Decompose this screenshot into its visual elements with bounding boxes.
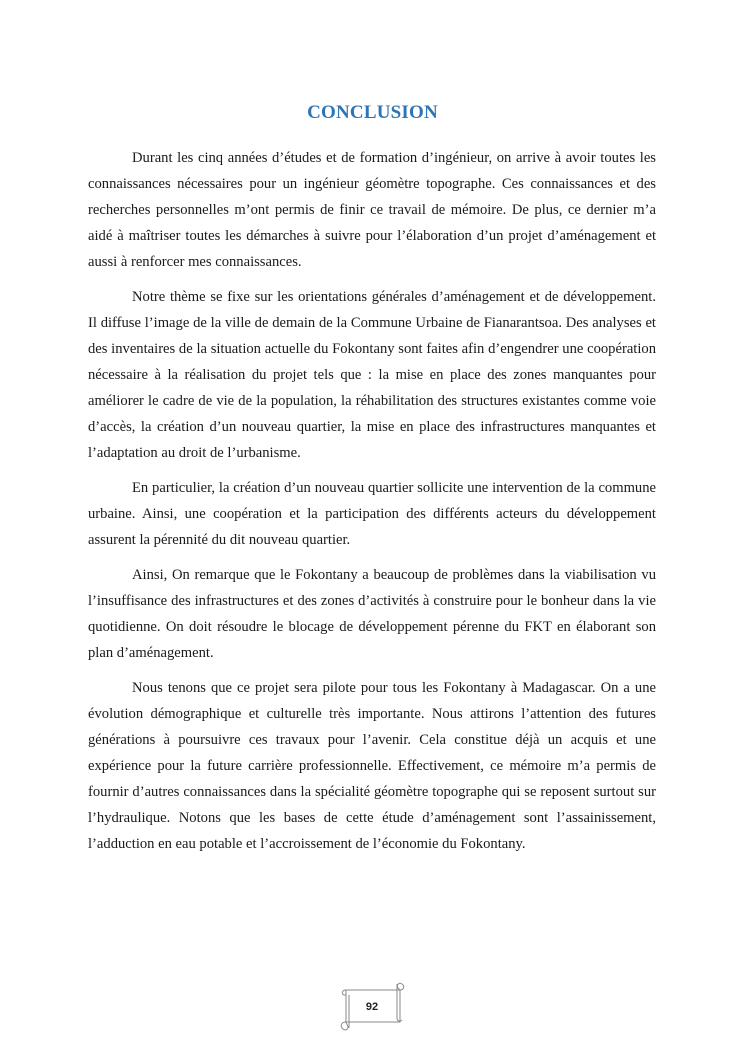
paragraph: En particulier, la création d’un nouveau quartier sollicite une intervention de la commune urbaine. Ainsi, une coopération et la participation des différents acteurs du développement assurent la pérennité du dit nouveau quartier. bbox=[88, 480, 656, 548]
paragraph: Notre thème se fixe sur les orientations générales d’aménagement et de développement. Il diffuse l’image de la ville de demain de la Commune Urbaine de Fianarantsoa. Des analyses et des inventaires de la situation actuelle du Fokontany sont faites afin d’engendrer une coopération nécessaire à la réalisation du projet tels que : la mise en place des zones manquantes pour améliorer le cadre de vie de la population, la réhabilitation des structures existantes comme voie d’accès, la création d’un nouveau quartier, la mise en place des infrastructures manquantes et l’adaptation au droit de l’urbanisme. bbox=[88, 289, 656, 461]
body-text bbox=[88, 145, 656, 866]
page-number: 92 bbox=[365, 1001, 379, 1013]
paragraph: Ainsi, On remarque que le Fokontany a beaucoup de problèmes dans la viabilisation vu l’insuffisance des infrastructures et des zones d’activités à construire pour le bonheur dans la vie quotidienne. On doit résoudre le blocage de développement pérenne du FKT en élaborant son plan d’aménagement. bbox=[88, 567, 656, 661]
paragraph: Durant les cinq années d’études et de formation d’ingénieur, on arrive à avoir toutes les connaissances nécessaires pour un ingénieur géomètre topographe. Ces connaissances et des recherches personnelles m’ont permis de finir ce travail de mémoire. De plus, ce dernier m’a aidé à maîtriser toutes les démarches à suivre pour l’élaboration d’un projet d’aménagement et aussi à renforcer mes connaissances. bbox=[88, 150, 656, 270]
page-title: CONCLUSION bbox=[307, 101, 438, 123]
paragraph: Nous tenons que ce projet sera pilote pour tous les Fokontany à Madagascar. On a une évolution démographique et culturelle très importante. Nous attirons l’attention des futures générations à poursuivre ces travaux pour l’avenir. Cela constitue déjà un acquis et une expérience pour la future carrière professionnelle. Effectivement, ce mémoire m’a permis de fournir d’autres connaissances dans la spécialité géomètre topographe qui se reposent surtout sur l’hydraulique. Notons que les bases de cette étude d’aménagement sont l’assainissement, l’adduction en eau potable et l’accroissement de l’économie du Fokontany. bbox=[88, 680, 656, 852]
page-number-scroll bbox=[336, 982, 408, 1032]
